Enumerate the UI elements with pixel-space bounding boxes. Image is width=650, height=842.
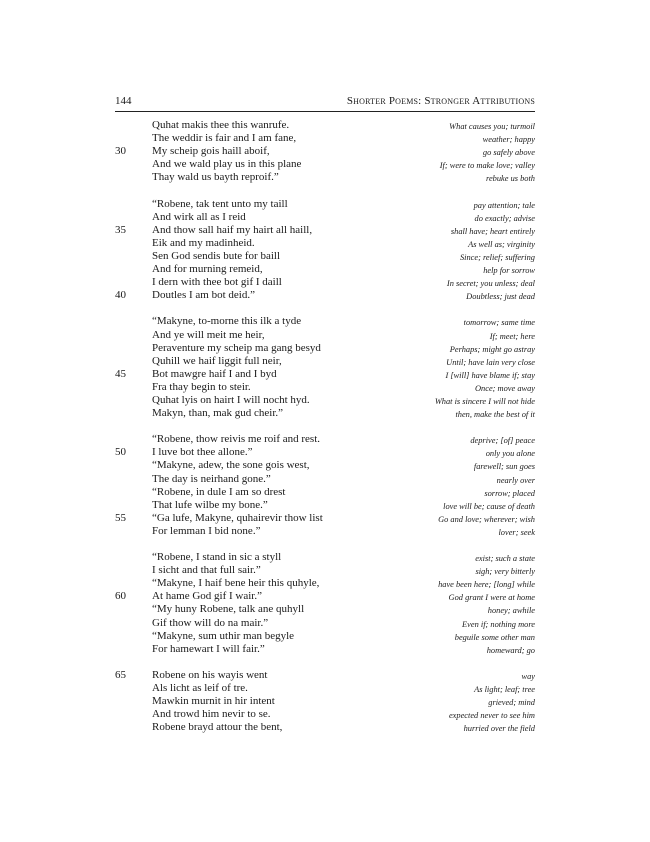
verse-text: Fra thay begin to steir. xyxy=(152,380,251,393)
verse-text: And thow sall haif my hairt all haill, xyxy=(152,223,313,236)
poem-line xyxy=(115,171,535,184)
gloss-text: love will be; cause of death xyxy=(443,501,535,511)
poem-body xyxy=(115,119,535,734)
verse-text: Thay wald us bayth reproif.” xyxy=(152,171,279,184)
gloss-text: God grant I were at home xyxy=(448,593,535,603)
gloss-text: deprive; [of] peace xyxy=(470,436,535,446)
verse-text: The day is neirhand gone.” xyxy=(152,472,271,485)
verse-text: Robene brayd attour the bent, xyxy=(152,721,283,734)
stanza-gap xyxy=(115,420,535,433)
gloss-text: homeward; go xyxy=(486,645,535,655)
poem-line xyxy=(115,250,535,263)
poem-line xyxy=(115,682,535,695)
gloss-text: grieved; mind xyxy=(488,698,535,708)
verse-text: I sicht and that full sair.” xyxy=(152,564,261,577)
gloss-text: tomorrow; same time xyxy=(463,318,535,328)
gloss-text: Once; move away xyxy=(475,383,535,393)
poem-line xyxy=(115,512,535,525)
gloss-text: pay attention; tale xyxy=(473,200,535,210)
verse-text: “Robene, in dule I am so drest xyxy=(152,485,286,498)
gloss-text: If; were to make love; valley xyxy=(439,161,535,171)
gloss-text: exist; such a state xyxy=(475,554,535,564)
verse-text: “Makyne, adew, the sone gois west, xyxy=(152,459,310,472)
verse-text: Sen God sendis bute for baill xyxy=(152,249,281,262)
verse-text: Bot mawgre haif I and I byd xyxy=(152,367,277,380)
line-number: 55 xyxy=(115,511,126,524)
running-title: Shorter Poems: Stronger Attributions xyxy=(346,95,535,107)
gloss-text: What causes you; turmoil xyxy=(449,122,535,131)
poem-line xyxy=(115,590,535,603)
header-rule xyxy=(115,111,535,112)
poem-line xyxy=(115,643,535,656)
gloss-text: Go and love; wherever; wish xyxy=(438,514,535,524)
poem-line xyxy=(115,486,535,499)
gloss-text: Even if; nothing more xyxy=(462,619,535,629)
verse-text: And for murning remeid, xyxy=(152,263,263,276)
page-number: 144 xyxy=(115,95,132,107)
poem-line xyxy=(115,617,535,630)
gloss-text: weather; happy xyxy=(482,135,535,145)
gloss-text: As well as; virginity xyxy=(468,239,535,249)
verse-text: Mawkin murnit in hir intent xyxy=(152,695,275,708)
verse-text: I luve bot thee allone.” xyxy=(152,446,253,459)
verse-text: And ye will meit me heir, xyxy=(152,328,265,341)
verse-text: That lufe wilbe my bone.” xyxy=(152,498,268,511)
gloss-text: nearly over xyxy=(496,475,535,485)
gloss-text: honey; awhile xyxy=(487,606,535,616)
verse-text: And trowd him nevir to se. xyxy=(152,708,271,721)
poem-line xyxy=(115,446,535,459)
verse-text: Robene on his wayis went xyxy=(152,668,268,681)
poem-line xyxy=(115,315,535,328)
verse-text: “Ga lufe, Makyne, quhairevir thow list xyxy=(152,511,323,524)
verse-text: Makyn, than, mak gud cheir.” xyxy=(152,407,284,420)
poem-line xyxy=(115,695,535,708)
line-number: 45 xyxy=(115,367,126,380)
gloss-text: Until; have lain very close xyxy=(446,357,535,367)
stanza-gap xyxy=(115,184,535,197)
verse-text: The weddir is fair and I am fane, xyxy=(152,132,297,145)
line-number: 35 xyxy=(115,223,126,236)
verse-text: “Robene, I stand in sic a styll xyxy=(152,551,282,564)
verse-text: For hamewart I will fair.” xyxy=(152,642,265,655)
verse-text: “Makyne, to-morne this ilk a tyde xyxy=(152,315,302,328)
line-number: 65 xyxy=(115,668,126,681)
gloss-text: have been here; [long] while xyxy=(438,580,535,590)
poem-line xyxy=(115,158,535,171)
verse-text: And wirk all as I reid xyxy=(152,210,246,223)
poem-line xyxy=(115,211,535,224)
poem-line xyxy=(115,263,535,276)
verse-text: My scheip gois haill aboif, xyxy=(152,145,270,158)
poem-line xyxy=(115,525,535,538)
gloss-text: Perhaps; might go astray xyxy=(449,344,535,354)
gloss-text: In secret; you unless; deal xyxy=(446,279,535,289)
page-header xyxy=(115,95,535,111)
verse-text: Als licht as leif of tre. xyxy=(152,682,248,695)
gloss-text: expected never to see him xyxy=(448,711,535,721)
poem-line xyxy=(115,577,535,590)
poem-line xyxy=(115,289,535,302)
gloss-text: rebuke us both xyxy=(486,174,535,184)
poem-line xyxy=(115,564,535,577)
verse-text: “My huny Robene, talk ane quhyll xyxy=(152,603,305,616)
gloss-text: shall have; heart entirely xyxy=(450,226,535,236)
poem-line xyxy=(115,407,535,420)
poem-line xyxy=(115,224,535,237)
line-number: 50 xyxy=(115,446,126,459)
gloss-text: I [will] have blame if; stay xyxy=(445,370,535,380)
poem-line xyxy=(115,669,535,682)
gloss-text: then, make the best of it xyxy=(455,410,535,420)
gloss-text: hurried over the field xyxy=(463,724,535,734)
verse-text: I dern with thee bot gif I daill xyxy=(152,276,282,289)
poem-line xyxy=(115,342,535,355)
poem-line xyxy=(115,473,535,486)
verse-text: Quhat lyis on hairt I will nocht hyd. xyxy=(152,393,310,406)
poem-line xyxy=(115,551,535,564)
gloss-text: As light; leaf; tree xyxy=(474,685,535,695)
verse-text: At hame God gif I wair.” xyxy=(152,590,262,603)
line-number: 40 xyxy=(115,289,126,302)
line-number: 30 xyxy=(115,145,126,158)
poem-line xyxy=(115,459,535,472)
verse-text: Peraventure my scheip ma gang besyd xyxy=(152,341,321,354)
poem-line xyxy=(115,145,535,158)
poem-line xyxy=(115,381,535,394)
line-number: 60 xyxy=(115,590,126,603)
gloss-text: Doubtless; just dead xyxy=(466,292,535,302)
poem-line xyxy=(115,603,535,616)
poem-line xyxy=(115,276,535,289)
gloss-text: sorrow; placed xyxy=(484,488,535,498)
gloss-text: Since; relief; suffering xyxy=(459,252,535,262)
verse-text: Quhill we haif liggit full neir, xyxy=(152,354,282,367)
stanza-gap xyxy=(115,656,535,669)
verse-text: “Makyne, sum uthir man begyle xyxy=(152,629,295,642)
poem-line xyxy=(115,630,535,643)
stanza-gap xyxy=(115,538,535,551)
poem-line xyxy=(115,721,535,734)
gloss-text: farewell; sun goes xyxy=(473,462,535,472)
gloss-text: help for sorrow xyxy=(483,266,535,276)
verse-text: “Robene, tak tent unto my taill xyxy=(152,197,288,210)
gloss-text: If; meet; here xyxy=(489,331,535,341)
gloss-text: only you alone xyxy=(485,449,535,459)
poem-line xyxy=(115,368,535,381)
gloss-text: do exactly; advise xyxy=(474,213,535,223)
poem-line xyxy=(115,394,535,407)
verse-text: “Makyne, I haif bene heir this quhyle, xyxy=(152,577,320,590)
poem-line xyxy=(115,198,535,211)
poem-line xyxy=(115,355,535,368)
verse-text: For lemman I bid none.” xyxy=(152,524,261,537)
gloss-text: What is sincere I will not hide xyxy=(434,396,535,406)
gloss-text: lover; seek xyxy=(498,527,535,537)
verse-text: Gif thow will do na mair.” xyxy=(152,616,269,629)
poem-line xyxy=(115,237,535,250)
gloss-text: go safely above xyxy=(482,148,535,158)
verse-text: Doutles I am bot deid.” xyxy=(152,289,255,302)
poem-line xyxy=(115,132,535,145)
gloss-text: sigh; very bitterly xyxy=(475,567,535,577)
verse-text: And we wald play us in this plane xyxy=(152,158,302,171)
gloss-text: beguile some other man xyxy=(454,632,535,642)
poem-line xyxy=(115,433,535,446)
poem-line xyxy=(115,329,535,342)
poem-line xyxy=(115,119,535,132)
poem-line xyxy=(115,708,535,721)
gloss-text: way xyxy=(521,671,535,681)
verse-text: Quhat makis thee this wanrufe. xyxy=(152,119,290,131)
verse-text: “Robene, thow reivis me roif and rest. xyxy=(152,433,321,446)
verse-text: Eik and my madinheid. xyxy=(152,236,255,249)
stanza-gap xyxy=(115,302,535,315)
poem-line xyxy=(115,499,535,512)
